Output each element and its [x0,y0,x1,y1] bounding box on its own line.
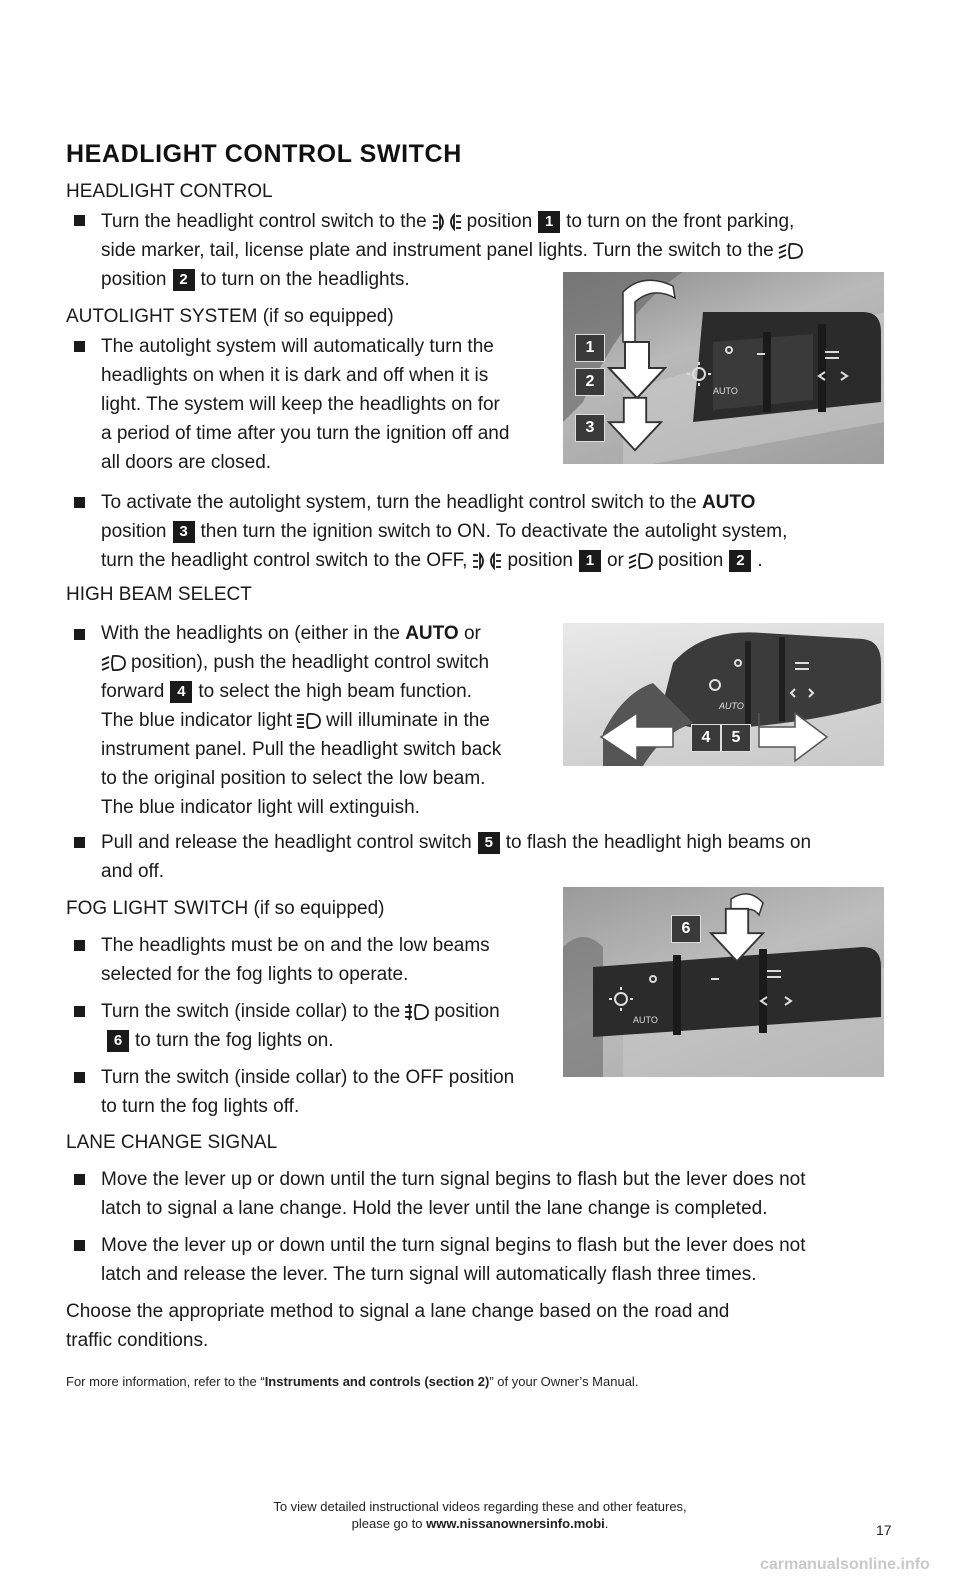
text-line: selected for the fog lights to operate. [101,964,409,985]
arrow-down-icon [711,909,763,961]
text-line: a period of time after you turn the ignition off and [101,423,510,444]
section-heading-fog-light: FOG LIGHT SWITCH (if so equipped) [66,898,385,919]
headlight-icon [778,242,804,260]
callout-tag: 2 [575,368,605,396]
text-line: to the original position to select the low beam. [101,768,486,789]
autolight-paragraph-1 [101,332,561,477]
figure-high-beam-switch [563,623,884,766]
page-title: HEADLIGHT CONTROL SWITCH [66,140,462,168]
bullet [74,1006,85,1017]
figure-fog-light-switch [563,887,884,1077]
video-note-line-1: To view detailed instructional videos regarding these and other features, [273,1499,687,1514]
auto-label: AUTO [719,701,744,711]
text-line: Turn the switch (inside collar) to the OFF position [101,1067,515,1088]
lane-change-paragraph-1 [101,1165,901,1223]
parking-light-icon [471,552,503,570]
website-link[interactable]: www.nissanownersinfo.mobi [426,1516,605,1531]
text-line: Turn the headlight control switch to the position 1 to turn on the front parking, [101,211,795,232]
text-line: The blue indicator light will extinguish. [101,797,420,818]
text-line: Choose the appropriate method to signal a lane change based on the road and [66,1301,730,1322]
callout-tag: 5 [721,724,751,752]
callout-number: 1 [538,211,560,233]
text-line: turn the headlight control switch to the OFF, position 1 or position 2 . [101,550,763,571]
callout-number: 3 [173,521,195,543]
callout-number: 6 [107,1030,129,1052]
headlight-icon [628,552,654,570]
text-line: Move the lever up or down until the turn signal begins to flash but the lever does not [101,1169,806,1190]
text-line: instrument panel. Pull the headlight switch back [101,739,502,760]
headlight-icon [101,654,127,672]
section-heading-headlight-control: HEADLIGHT CONTROL [66,181,273,202]
callout-number: 5 [478,832,500,854]
callout-number: 1 [579,550,601,572]
parking-light-icon [431,213,463,231]
video-note-line-2: please go to www.nissanownersinfo.mobi. [351,1516,609,1531]
text-line: latch and release the lever. The turn signal will automatically flash three times. [101,1264,757,1285]
text-line: traffic conditions. [66,1330,209,1351]
callout-number: 4 [170,681,192,703]
lane-change-paragraph-2 [101,1231,901,1289]
callout-tag: 4 [691,724,721,752]
text-line: Pull and release the headlight control switch 5 to flash the headlight high beams on [101,832,812,853]
text-line: latch to signal a lane change. Hold the lever until the lane change is completed. [101,1198,768,1219]
page-number: 17 [876,1522,892,1538]
text-line: To activate the autolight system, turn the headlight control switch to the AUTO [101,492,756,513]
high-beam-paragraph-1 [101,619,561,822]
fog-light-icon [404,1003,430,1021]
bullet [74,341,85,352]
section-heading-high-beam: HIGH BEAM SELECT [66,584,252,605]
callout-number: 2 [173,269,195,291]
bullet [74,629,85,640]
callout-tag: 6 [671,915,701,943]
fog-light-paragraph-2 [101,997,561,1055]
bullet [74,497,85,508]
text-line: Turn the switch (inside collar) to the position [101,1001,500,1022]
auto-label: AUTO [633,1015,658,1025]
bullet [74,1240,85,1251]
text-line: position 2 to turn on the headlights. [101,269,410,290]
text-line: With the headlights on (either in the AUTO or [101,623,481,644]
text-line: The headlights must be on and the low beams [101,935,490,956]
text-line: The autolight system will automatically turn the [101,336,494,357]
text-line: forward 4 to select the high beam function. [101,681,472,702]
lane-change-closing [66,1297,886,1355]
callout-number: 2 [729,550,751,572]
high-beam-paragraph-2 [101,828,901,886]
high-beam-icon [296,712,322,730]
callout-tag: 3 [575,414,605,442]
text-line: and off. [101,861,165,882]
watermark: carmanualsonline.info [760,1556,930,1573]
text-line: all doors are closed. [101,452,272,473]
text-line: light. The system will keep the headlights on for [101,394,500,415]
text-line: position), push the headlight control switch [101,648,561,677]
bullet [74,1072,85,1083]
bullet [74,940,85,951]
bullet [74,1174,85,1185]
text-line: The blue indicator light will illuminate in the [101,710,490,731]
bullet [74,837,85,848]
text-line: to turn the fog lights off. [101,1096,300,1117]
text-line: headlights on when it is dark and off when it is [101,365,489,386]
footer-reference: For more information, refer to the “Instruments and controls (section 2)” of your Owner’s Manual. [66,1374,639,1389]
text-line: 6 to turn the fog lights on. [101,1026,561,1055]
fog-light-paragraph-1 [101,931,561,989]
fog-light-paragraph-3 [101,1063,561,1121]
text-line: side marker, tail, license plate and instrument panel lights. Turn the switch to the [101,236,901,265]
auto-label: AUTO [713,386,738,396]
callout-tag: 1 [575,334,605,362]
autolight-paragraph-2 [101,488,901,575]
section-heading-autolight: AUTOLIGHT SYSTEM (if so equipped) [66,306,394,327]
figure-headlight-switch [563,272,884,464]
section-heading-lane-change: LANE CHANGE SIGNAL [66,1132,278,1153]
text-line: Move the lever up or down until the turn signal begins to flash but the lever does not [101,1235,806,1256]
text-line: position 3 then turn the ignition switch to ON. To deactivate the autolight system, [101,521,788,542]
bullet [74,215,85,226]
